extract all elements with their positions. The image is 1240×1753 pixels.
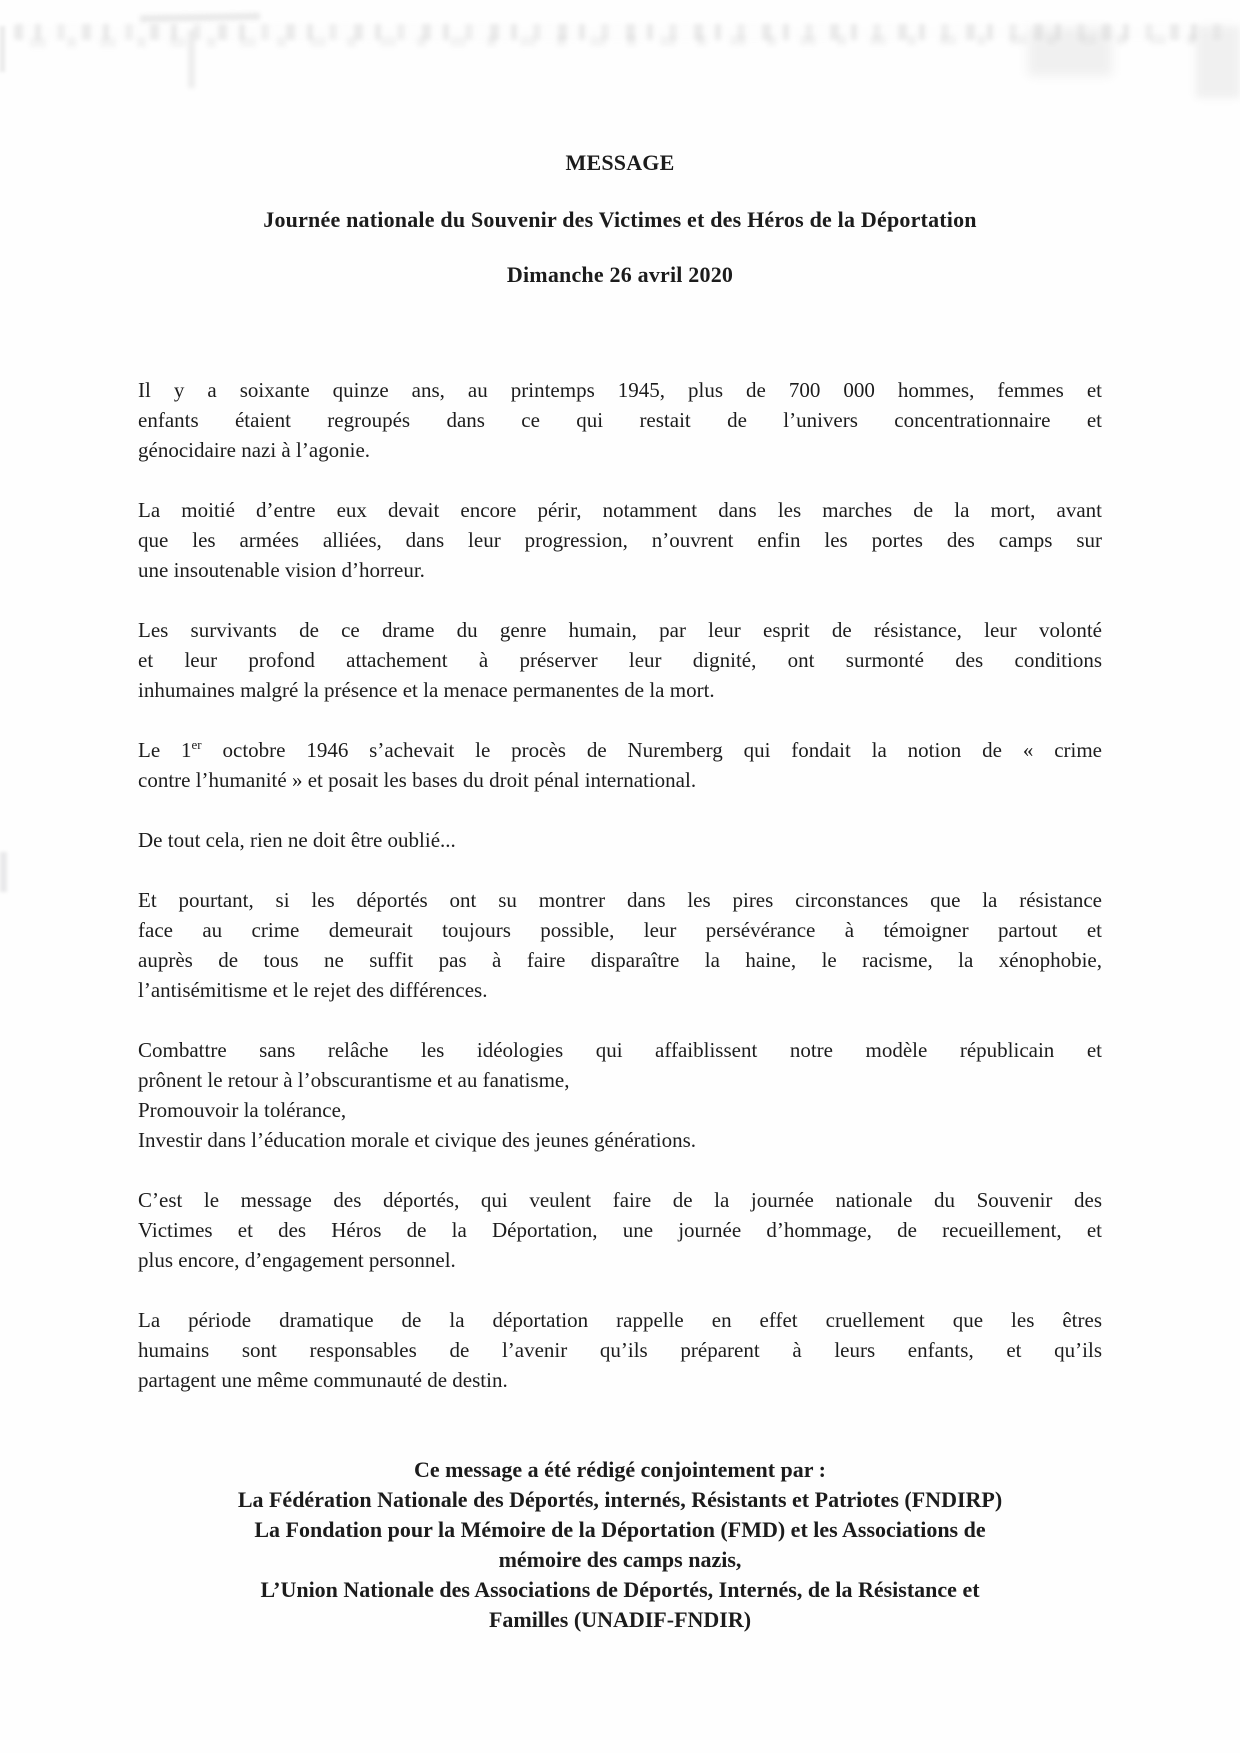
paragraph-6 — [138, 885, 1102, 1005]
paragraph-2 — [138, 495, 1102, 585]
paragraph-1 — [138, 375, 1102, 465]
text-line: La moitié d’entre eux devait encore périr, notamment dans les marches de la mort, avant — [138, 498, 1102, 522]
text-line: Investir dans l’éducation morale et civique des jeunes générations. — [138, 1128, 697, 1152]
text-line: inhumaines malgré la présence et la menace permanentes de la mort. — [138, 678, 715, 702]
text-line: face au crime demeurait toujours possible, leur persévérance à témoigner partout et — [138, 918, 1102, 942]
text-line: partagent une même communauté de destin. — [138, 1368, 508, 1392]
text-line: prônent le retour à l’obscurantisme et au fanatisme, — [138, 1068, 570, 1092]
paragraph-3 — [138, 615, 1102, 705]
paragraph-8 — [138, 1185, 1102, 1275]
footer-org-line: L’Union Nationale des Associations de Déportés, Internés, de la Résistance et — [260, 1577, 980, 1602]
text-line: auprès de tous ne suffit pas à faire disparaître la haine, le racisme, la xénophobie, — [138, 948, 1102, 972]
text-line: Les survivants de ce drame du genre humain, par leur esprit de résistance, leur volonté — [138, 618, 1102, 642]
text-line: La période dramatique de la déportation rappelle en effet cruellement que les êtres — [138, 1308, 1102, 1332]
paragraph-5 — [138, 825, 1102, 855]
text-line — [138, 735, 1102, 765]
text-line: enfants étaient regroupés dans ce qui restait de l’univers concentrationnaire et — [138, 408, 1102, 432]
text-line: une insoutenable vision d’horreur. — [138, 558, 425, 582]
document-date: Dimanche 26 avril 2020 — [506, 262, 734, 287]
footer-org-line: mémoire des camps nazis, — [498, 1547, 742, 1572]
text-segment: Le 1 — [138, 738, 192, 762]
text-line: De tout cela, rien ne doit être oublié... — [138, 828, 456, 852]
footer-intro: Ce message a été rédigé conjointement par : — [414, 1457, 826, 1482]
text-line: génocidaire nazi à l’agonie. — [138, 438, 371, 462]
text-line: et leur profond attachement à préserver leur dignité, ont surmonté des conditions — [138, 648, 1102, 672]
text-line: l’antisémitisme et le rejet des différences. — [138, 978, 488, 1002]
footer-org-line: La Fondation pour la Mémoire de la Déportation (FMD) et les Associations de — [254, 1517, 986, 1542]
text-line: C’est le message des déportés, qui veulent faire de la journée nationale du Souvenir des — [138, 1188, 1102, 1212]
text-line: Victimes et des Héros de la Déportation, une journée d’hommage, de recueillement, et — [138, 1218, 1102, 1242]
paragraph-7 — [138, 1035, 1102, 1155]
footer-org-line: Familles (UNADIF-FNDIR) — [488, 1607, 752, 1632]
text-line: humains sont responsables de l’avenir qu’ils préparent à leurs enfants, et qu’ils — [138, 1338, 1102, 1362]
text-line: Combattre sans relâche les idéologies qui affaiblissent notre modèle républicain et — [138, 1038, 1102, 1062]
document-subtitle: Journée nationale du Souvenir des Victimes et des Héros de la Déportation — [263, 207, 977, 232]
ordinal-superscript: er — [191, 737, 202, 752]
signature-block — [138, 1455, 1102, 1635]
paragraph-4 — [138, 735, 1102, 795]
text-line: contre l’humanité » et posait les bases du droit pénal international. — [138, 768, 697, 792]
text-line: Et pourtant, si les déportés ont su montrer dans les pires circonstances que la résistance — [138, 888, 1102, 912]
footer-org-line: La Fédération Nationale des Déportés, internés, Résistants et Patriotes (FNDIRP) — [237, 1487, 1003, 1512]
text-line: Il y a soixante quinze ans, au printemps 1945, plus de 700 000 hommes, femmes et — [138, 378, 1102, 402]
text-line: Promouvoir la tolérance, — [138, 1098, 347, 1122]
text-line: que les armées alliées, dans leur progression, n’ouvrent enfin les portes des camps sur — [138, 528, 1102, 552]
document-title: MESSAGE — [565, 150, 675, 175]
text-line: plus encore, d’engagement personnel. — [138, 1248, 456, 1272]
paragraph-9 — [138, 1305, 1102, 1395]
text-segment: octobre 1946 s’achevait le procès de Nuremberg qui fondait la notion de « crime — [201, 738, 1102, 762]
